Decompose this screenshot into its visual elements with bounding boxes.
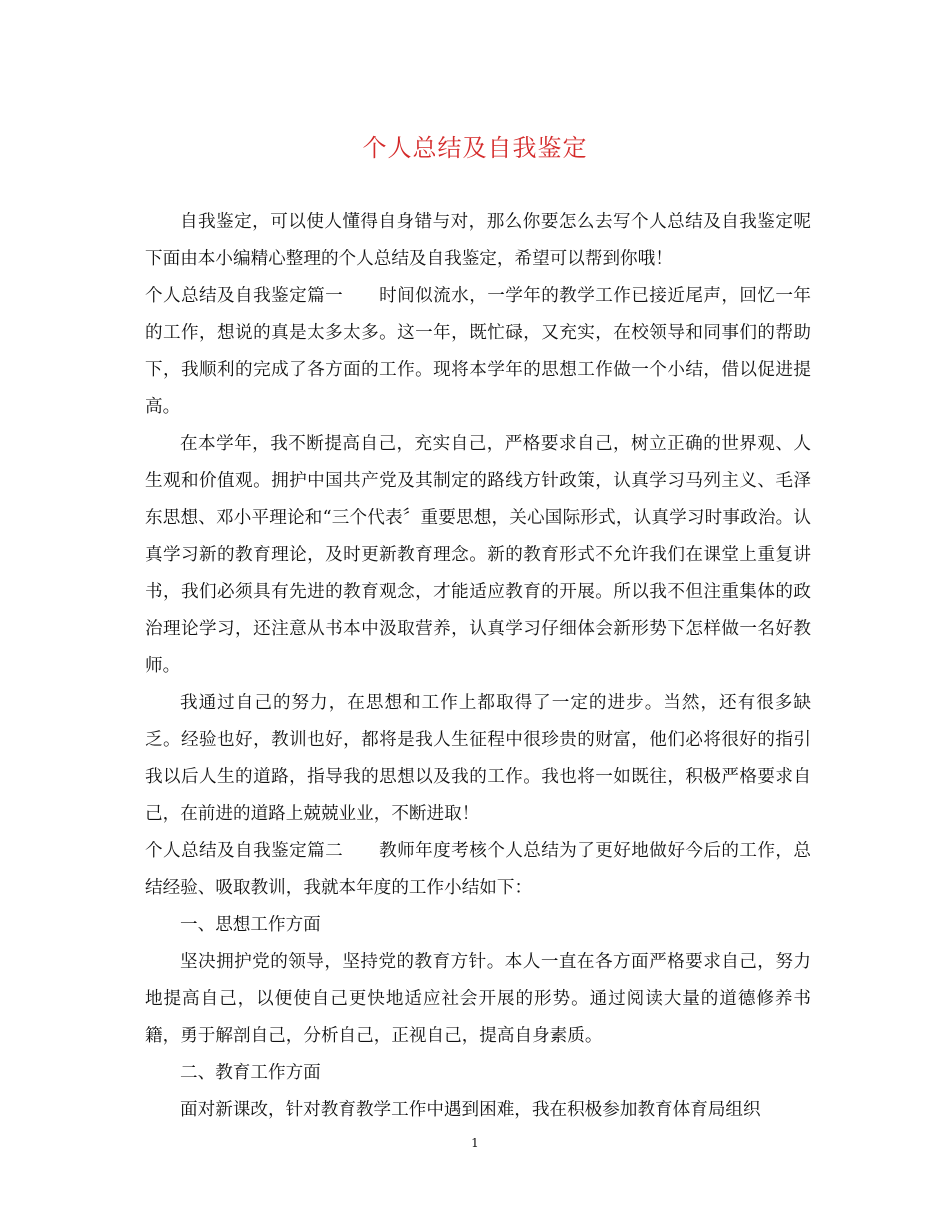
document-body <box>145 204 811 1129</box>
section-one-paragraph: 个人总结及自我鉴定篇一 时间似流水，一学年的教学工作已接近尾声，回忆一年的工作，想说的真是太多太多。这一年，既忙碌，又充实，在校领导和同事们的帮助下，我顺利的完成了各方面的工作。现将本学年的思想工作做一个小结，借以促进提高。 <box>145 286 811 417</box>
body-paragraph: 面对新课改，针对教育教学工作中遇到困难，我在积极参加教育体育局组织 <box>180 1100 761 1120</box>
section-two-paragraph: 个人总结及自我鉴定篇二 教师年度考核个人总结为了更好地做好今后的工作，总结经验、吸取教训，我就本年度的工作小结如下： <box>145 841 811 898</box>
body-paragraph: 我通过自己的努力，在思想和工作上都取得了一定的进步。当然，还有很多缺乏。经验也好，教训也好，都将是我人生征程中很珍贵的财富，他们必将很好的指引我以后人生的道路，指导我的思想以及我的工作。我也将一如既往，积极严格要求自己，在前进的道路上兢兢业业，不断进取！ <box>145 693 811 824</box>
intro-paragraph: 自我鉴定，可以使人懂得自身错与对，那么你要怎么去写个人总结及自我鉴定呢下面由本小编精心整理的个人总结及自我鉴定，希望可以帮到你哦！ <box>145 212 811 269</box>
document-title: 个人总结及自我鉴定 <box>362 134 588 162</box>
subheading: 一、思想工作方面 <box>180 915 321 935</box>
page-number: 1 <box>471 1136 479 1150</box>
body-paragraph: 在本学年，我不断提高自己，充实自己，严格要求自己，树立正确的世界观、人生观和价值观。拥护中国共产党及其制定的路线方针政策，认真学习马列主义、毛泽东思想、邓小平理论和“三个代表〞重要思想，关心国际形式，认真学习时事政治。认真学习新的教育理论，及时更新教育理念。新的教育形式不允许我们在课堂上重复讲书，我们必须具有先进的教育观念，才能适应教育的开展。所以我不但注重集体的政治理论学习，还注意从书本中汲取营养，认真学习仔细体会新形势下怎样做一名好教师。 <box>145 434 811 676</box>
subheading: 二、教育工作方面 <box>180 1063 321 1083</box>
body-paragraph: 坚决拥护党的领导，坚持党的教育方针。本人一直在各方面严格要求自己，努力地提高自己，以便使自己更快地适应社会开展的形势。通过阅读大量的道德修养书籍，勇于解剖自己，分析自己，正视自己，提高自身素质。 <box>145 952 811 1046</box>
